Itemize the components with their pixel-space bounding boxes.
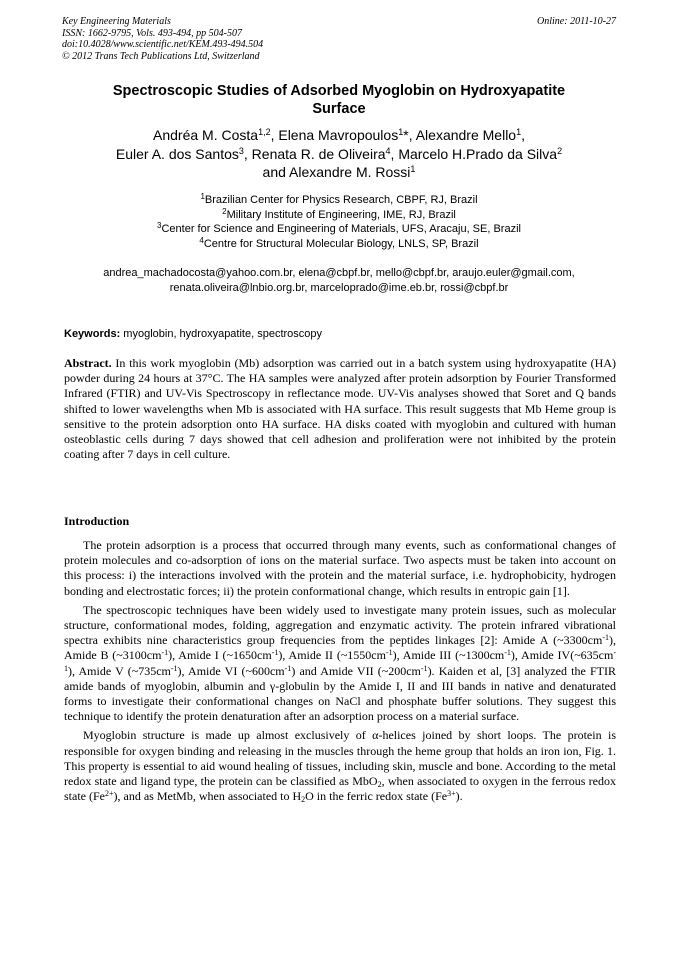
affiliation-text: Centre for Structural Molecular Biology, LNLS, SP, Brazil	[203, 237, 479, 250]
affiliation	[62, 237, 616, 252]
affiliation-number: 1	[200, 192, 205, 201]
author-name: Andréa M. Costa	[153, 127, 259, 143]
paragraph-text: ), Amide VI (~600cm	[177, 663, 285, 678]
author-affil-sup: 3	[238, 145, 244, 156]
unit-exponent: -1	[161, 648, 169, 658]
affiliation-text: Center for Science and Engineering of Materials, UFS, Aracaju, SE, Brazil	[161, 223, 521, 236]
author-list	[62, 126, 616, 182]
abstract-text: In this work myoglobin (Mb) adsorption was carried out in a batch system using hydroxyapatite (HA) powder during 24 hours at 37°C. The HA samples were analyzed after protein adsorption by Fourier Transformed Infrared (FTIR) and UV-Vis Spectroscopy in reflectance mode. UV-Vis analyses showed that Soret and Q bands shifted to lower wavelengths when Mb is associated with HA surface. This result suggests that Mb Heme group is sensitive to the protein adsorption onto HA surface. HA disks coated with myoglobin and cultured with human osteoblastic cells during 7 days showed that cell adhesion and proliferation were not inhibited by the protein coating after 7 days in cell culture.	[64, 356, 616, 462]
doi-line: doi:10.4028/www.scientific.net/KEM.493-494.504	[62, 39, 264, 50]
unit-exponent: -1	[64, 648, 617, 673]
paragraph-text: ), Amide I (~1650cm	[168, 648, 272, 663]
journal-header	[62, 16, 616, 62]
chem-subscript: 2	[377, 780, 382, 790]
affiliation-list	[62, 193, 616, 251]
unit-exponent: -1	[271, 648, 279, 658]
author-line-3	[62, 163, 616, 182]
author-name: Marcelo H.Prado da Silva	[398, 145, 558, 162]
intro-paragraph-3	[64, 728, 616, 804]
author-separator: ,	[243, 145, 252, 162]
intro-paragraph-1: The protein adsorption is a process that occurred through many events, such as conformational changes of protein molecules and co-adsorption of ions on the material surface. Two aspects must be taken into account on this process: i) the interactions involved with the protein and the material surface, i.e. hydrophobicity, hydrogen bonding and electrostatic forces; ii) the protein conformational change, which results in entropic gain [1].	[64, 538, 616, 598]
affiliation-number: 3	[157, 221, 162, 231]
author-affil-sup: 2	[557, 145, 563, 156]
section-heading-introduction: Introduction	[64, 514, 130, 528]
author-conjunction: and	[262, 164, 290, 180]
paragraph-text: ), Amide V (~735cm	[68, 663, 171, 678]
author-name: Elena Mavropoulos	[278, 127, 399, 143]
introduction-body	[64, 538, 616, 808]
unit-exponent: -1	[602, 633, 609, 643]
keywords-text: myoglobin, hydroxyapatite, spectroscopy	[120, 328, 323, 340]
author-affil-sup: 1,2	[258, 127, 271, 137]
paragraph-text: The spectroscopic techniques have been widely used to investigate many protein issues, such as molecular structure, conformational modes, folding, aggregation and enzymatic activity. The protein infrared vibrational spectra exhibits nine characteristics group frequencies from the peptides linkages [2]: Amide A (~3300cm	[64, 602, 616, 648]
paragraph-text: O in the ferric redox state (Fe	[305, 789, 448, 804]
affiliation-number: 4	[199, 235, 204, 245]
author-affil-sup: 1	[410, 164, 416, 174]
unit-exponent: -1	[420, 663, 428, 673]
author-name: Renata R. de Oliveira	[251, 145, 386, 162]
author-name: Alexandre M. Rossi	[289, 164, 411, 180]
author-name: Euler A. dos Santos	[115, 145, 239, 162]
title-line-1: Spectroscopic Studies of Adsorbed Myoglobin on Hydroxyapatite	[112, 83, 566, 99]
paragraph-text: ). Kaiden et al, [3] analyzed the FTIR amide bands of myoglobin, albumin and γ-globulin by the Amide I, II and III bands in native and denaturated forms to investigate their conformational changes on NaCl and phosphate buffer solutions. They suggest this technique to identify the protein denaturation after an adsorption process on a material surface.	[64, 663, 616, 724]
intro-paragraph-2	[64, 603, 616, 725]
author-separator: ,	[408, 127, 416, 143]
author-separator: ,	[521, 127, 525, 143]
paragraph-text: ), Amide III (~1300cm	[392, 648, 505, 663]
email-line-2: renata.oliveira@lnbio.org.br, marceloprado@ime.eb.br, rossi@cbpf.br	[169, 281, 509, 294]
email-list	[62, 266, 616, 295]
unit-exponent: -1	[504, 648, 511, 658]
affiliation	[62, 193, 616, 208]
paragraph-text: ), Amide B (~3100cm	[64, 633, 616, 663]
unit-exponent: -1	[385, 648, 393, 658]
author-name: Alexandre Mello	[415, 127, 517, 143]
author-line-1	[62, 126, 616, 145]
unit-exponent: -1	[170, 663, 178, 673]
keywords-label: Keywords:	[64, 328, 121, 340]
keywords	[64, 327, 616, 341]
affiliation	[62, 222, 616, 237]
author-affil-sup: 4	[385, 145, 391, 156]
affiliation-number: 2	[222, 206, 227, 216]
paragraph-text: Myoglobin structure is made up almost exclusively of α-helices joined by short loops. The protein is responsible for oxygen binding and releasing in the muscles through the heme group that holds an iron ion, Fig. 1. This property is essential to aid wound healing of tissues, including skin, muscle and bone. According to the metal redox state and ligand type, the protein can be classified as MbO	[64, 728, 616, 789]
paragraph-text: ) and Amide VII (~200cm	[291, 663, 421, 678]
online-date: Online: 2011-10-27	[537, 16, 616, 27]
affiliation	[62, 208, 616, 223]
copyright-line: © 2012 Trans Tech Publications Ltd, Switzerland	[62, 50, 260, 62]
affiliation-text: Brazilian Center for Physics Research, CBPF, RJ, Brazil	[204, 194, 478, 206]
author-line-2	[62, 145, 616, 164]
author-separator: ,	[390, 145, 399, 162]
chem-subscript: 2	[301, 795, 306, 805]
journal-name: Key Engineering Materials	[62, 16, 171, 27]
author-affil-sup: 1	[398, 127, 404, 137]
paper-title	[62, 82, 616, 118]
email-line-1: andrea_machadocosta@yahoo.com.br, elena@cbpf.br, mello@cbpf.br, araujo.euler@gmail.com,	[103, 267, 575, 279]
ion-charge: 2+	[105, 789, 114, 799]
unit-exponent: -1	[284, 663, 292, 673]
paragraph-text: ).	[455, 789, 463, 804]
affiliation-text: Military Institute of Engineering, IME, RJ, Brazil	[226, 208, 456, 221]
ion-charge: 3+	[447, 789, 456, 799]
author-affil-sup: 1	[516, 127, 522, 137]
paragraph-text: ), Amide IV(~635cm	[510, 648, 614, 663]
abstract-label: Abstract.	[64, 356, 112, 370]
paragraph-text: ), Amide II (~1550cm	[278, 648, 386, 663]
author-separator: ,	[270, 127, 279, 143]
paragraph-text: ), and as MetMb, when associated to H	[113, 789, 302, 804]
title-line-2: Surface	[312, 101, 366, 117]
corresponding-mark: *	[403, 127, 409, 143]
issn-line: ISSN: 1662-9795, Vols. 493-494, pp 504-507	[62, 27, 242, 39]
abstract	[64, 356, 616, 462]
paragraph-text: , when associated to oxygen in the ferrous redox state (Fe	[64, 774, 616, 804]
